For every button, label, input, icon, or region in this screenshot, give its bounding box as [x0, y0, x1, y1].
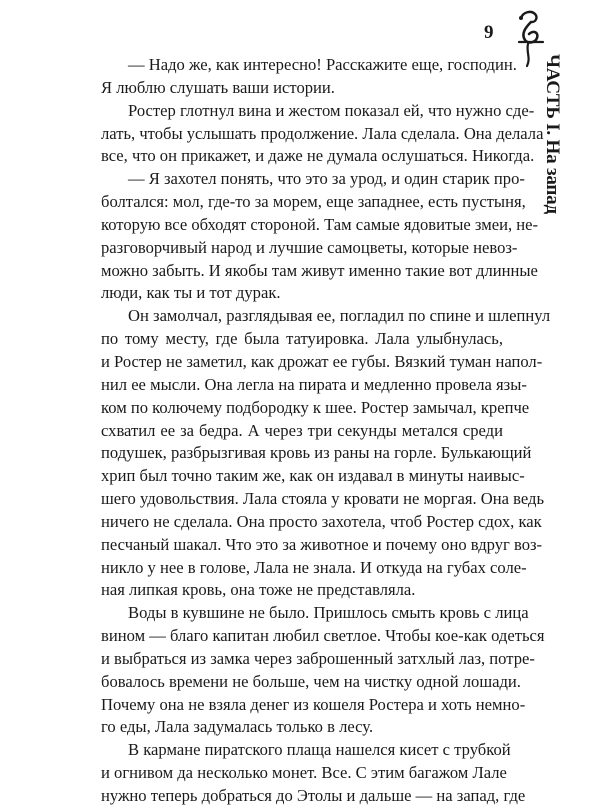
text-line: ничего не сделала. Она просто захотела, чтоб Ростер сдох, как [101, 511, 542, 531]
text-line: В кармане пиратского плаща нашелся кисет с трубкой [128, 740, 511, 760]
text-line: по тому месту, где была татуировка. Лала улыбнулась, [101, 329, 503, 349]
text-line: и выбраться из замка через заброшенный затхлый лаз, потре- [101, 648, 535, 668]
running-head: ЧАСТЬ I. На запад [542, 54, 563, 214]
text-line: подушек, разбрызгивая кровь из раны на горле. Булькающий [101, 443, 532, 463]
text-line: и огнивом да несколько монет. Все. С этим багажом Лале [101, 763, 507, 783]
text-line: ком по колючему подбородку к шее. Ростер замычал, крепче [101, 397, 530, 417]
text-line: шего удовольствия. Лала стояла у кровати не моргая. Она ведь [101, 489, 545, 509]
text-line: Он замолчал, разглядывая ее, погладил по спине и шлепнул [128, 306, 551, 326]
text-line: можно забыть. И якобы там живут именно такие вот длинные [101, 260, 538, 280]
text-line: песчаный шакал. Что это за животное и почему оно вдруг воз- [101, 534, 543, 554]
text-line: — Я захотел понять, что это за урод, и один старик про- [128, 169, 525, 189]
text-line: бовалось времени не больше, чем на чистку одной лошади. [101, 671, 521, 691]
text-line: хрип был точно таким же, как он издавал в минуты наивыс- [101, 466, 525, 486]
text-line: Воды в кувшине не было. Пришлось смыть кровь с лица [128, 603, 529, 623]
page-number: 9 [484, 22, 494, 43]
text-line: Я люблю слушать ваши истории. [101, 77, 335, 97]
text-line: лать, чтобы услышать продолжение. Лала сделала. Она делала [101, 123, 544, 143]
text-line: нужно теперь добраться до Этолы и дальше — на запад, где [101, 786, 526, 805]
text-line: разговорчивый народ и лучшие самоцветы, которые невоз- [101, 237, 518, 257]
text-line: которую все обходят стороной. Там самые ядовитые змеи, не- [101, 214, 539, 234]
text-line: Ростер глотнул вина и жестом показал ей, что нужно сде- [128, 100, 535, 120]
text-line: и Ростер не заметил, как дрожат ее губы. Вязкий туман напол- [101, 351, 543, 371]
text-line: ная липкая кровь, она тоже не представляла. [101, 580, 416, 600]
text-line: нил ее мысли. Она легла на пирата и медленно провела язы- [101, 374, 527, 394]
text-line: схватил ее за бедра. А через три секунды метался среди [101, 420, 503, 440]
body-text [101, 54, 551, 808]
text-line: все, что он прикажет, и даже не думала ослушаться. Никогда. [101, 146, 535, 166]
text-line: Почему она не взяла денег из кошеля Ростера и хоть немно- [101, 694, 526, 714]
text-line: болтался: мол, где-то за морем, еще западнее, есть пустыня, [101, 192, 526, 212]
text-line: вином — благо капитан любил светлое. Чтобы кое-как одеться [101, 626, 545, 646]
text-line: — Надо же, как интересно! Расскажите еще, господин. [128, 55, 517, 74]
text-line: никло у нее в голове, Лала не знала. И откуда на губах соле- [101, 557, 527, 577]
text-line: го еды, Лала задумалась только в лесу. [101, 717, 374, 737]
text-line: люди, как ты и тот дурак. [101, 283, 281, 303]
